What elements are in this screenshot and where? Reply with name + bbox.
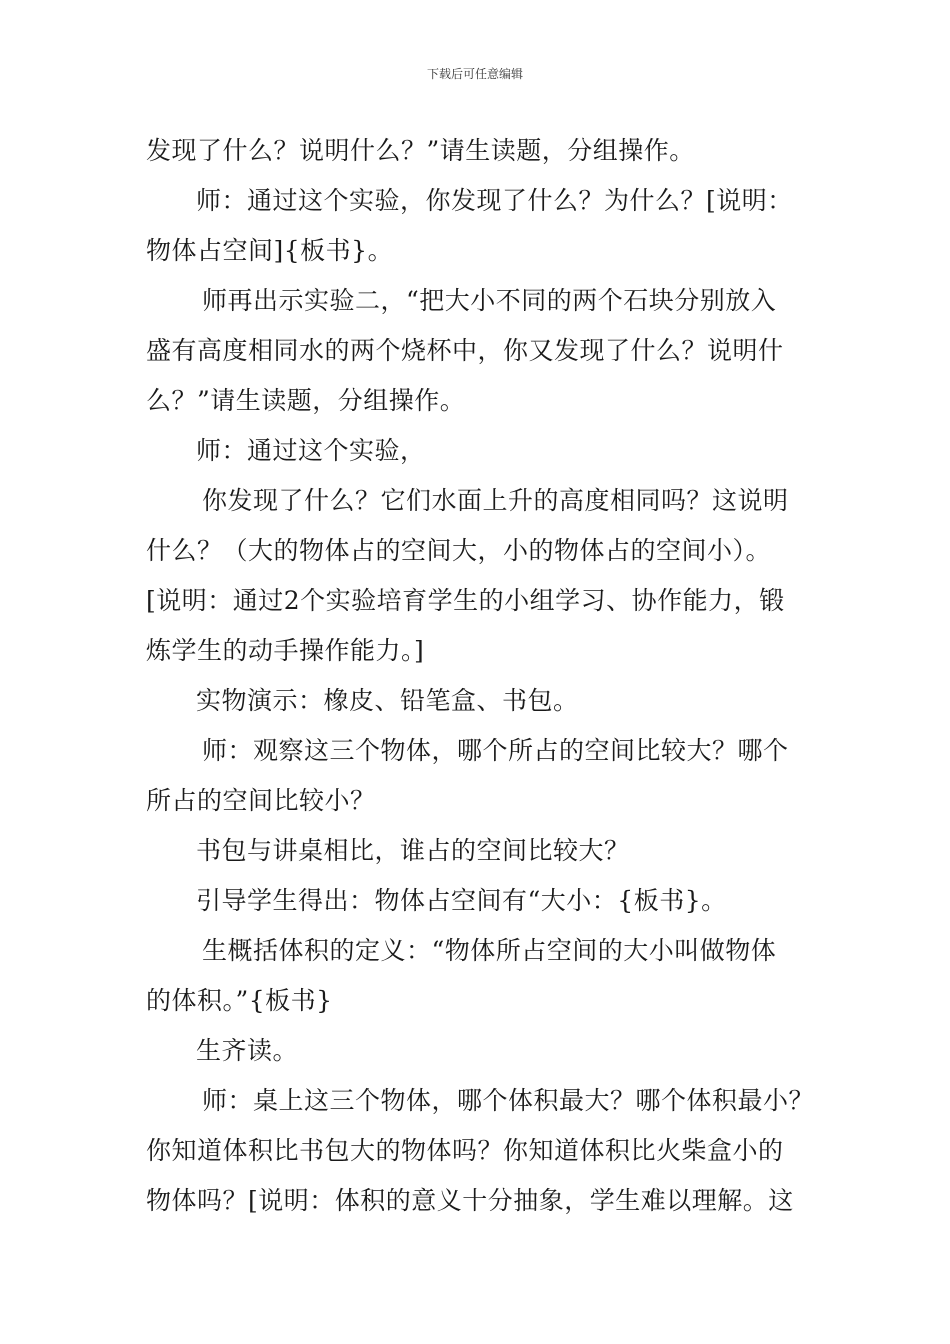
text-line: 师再出示实验二，“把大小不同的两个石块分别放入 (202, 286, 777, 315)
text-line: 盛有高度相同水的两个烧杯中，你又发现了什么？说明什 (146, 336, 784, 365)
text-line: 么？”请生读题，分组操作。 (146, 386, 466, 415)
text-line: 你发现了什么？它们水面上升的高度相同吗？这说明 (202, 486, 789, 515)
text-line: 炼学生的动手操作能力。] (146, 636, 425, 665)
text-line: 物体吗？[说明：体积的意义十分抽象，学生难以理解。这 (146, 1186, 794, 1215)
text-line: 物体占空间]{板书}。 (146, 236, 394, 265)
text-line: [说明：通过2个实验培育学生的小组学习、协作能力，锻 (146, 586, 785, 615)
text-line: 什么？（大的物体占的空间大，小的物体占的空间小）。 (146, 536, 772, 565)
text-line: 的体积。”{板书} (146, 986, 333, 1015)
page-header: 下载后可任意编辑 (426, 67, 523, 81)
text-line: 引导学生得出：物体占空间有“大小：{板书}。 (196, 886, 727, 915)
text-line: 师：观察这三个物体，哪个所占的空间比较大？哪个 (202, 736, 789, 765)
body-text (146, 126, 815, 1226)
text-line: 师：通过这个实验， (196, 436, 426, 465)
text-line: 师：通过这个实验，你发现了什么？为什么？[说明： (196, 186, 793, 215)
text-line: 书包与讲桌相比，谁占的空间比较大？ (196, 836, 630, 865)
text-line: 生概括体积的定义：“物体所占空间的大小叫做物体 (202, 936, 777, 965)
text-line: 所占的空间比较小？ (146, 786, 376, 815)
text-line: 师：桌上这三个物体，哪个体积最大？哪个体积最小？ (202, 1086, 815, 1115)
text-line: 你知道体积比书包大的物体吗？你知道体积比火柴盒小的 (146, 1136, 784, 1165)
text-line: 实物演示：橡皮、铅笔盒、书包。 (196, 686, 579, 715)
text-line: 生齐读。 (196, 1036, 299, 1065)
text-line: 发现了什么？说明什么？”请生读题，分组操作。 (146, 136, 695, 165)
